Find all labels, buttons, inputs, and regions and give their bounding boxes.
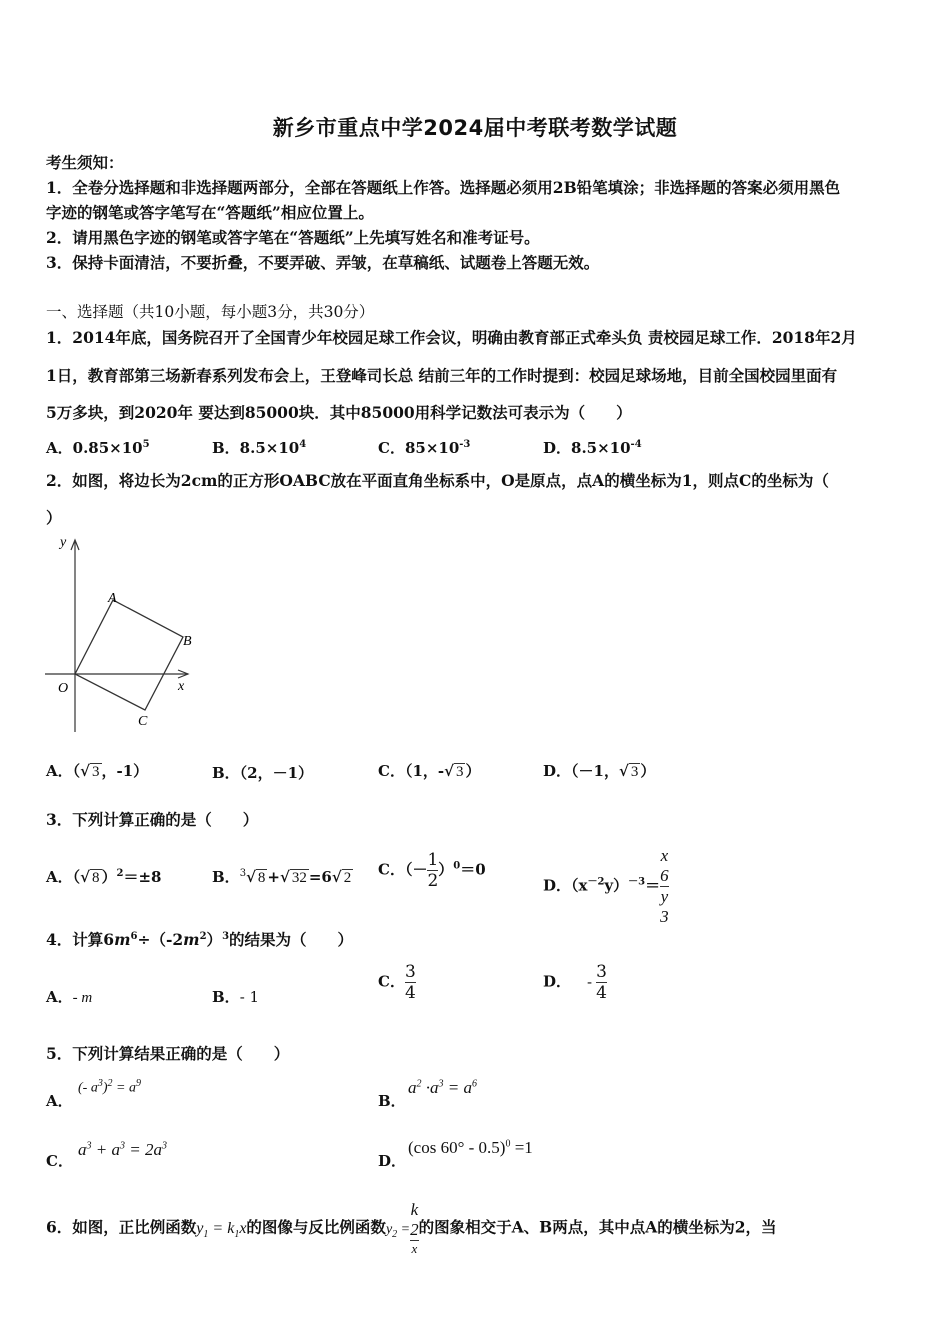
point-b-label: B bbox=[183, 634, 192, 649]
page-title: 新乡市重点中学2024届中考联考数学试题 bbox=[272, 116, 678, 140]
q5-option-a[interactable]: A． bbox=[46, 1092, 73, 1110]
q5-option-b[interactable]: B． bbox=[378, 1092, 406, 1110]
q2-option-a[interactable]: A．（√ 3 ，-1） bbox=[46, 762, 149, 780]
q2-option-c[interactable]: C．（1，-√ 3 ） bbox=[378, 762, 481, 780]
square-oabc bbox=[75, 600, 183, 710]
notice-heading: 考生须知： bbox=[46, 153, 124, 172]
q4-option-a[interactable]: A．- m bbox=[46, 988, 93, 1006]
q3-option-a[interactable]: A．（√ 8 ）$^2$＝±8 bbox=[46, 868, 162, 886]
y-label: y bbox=[60, 535, 67, 550]
q1-option-a[interactable]: A．$0.85\times 10^5$ bbox=[46, 439, 150, 457]
q1-stem: 1日，教育部第三场新春系列发布会上，王登峰司长总 结前三年的工作时提到：校园足球场地，目前全国校园里面有 bbox=[46, 366, 838, 385]
notice-item: 2．请用黑色字迹的钢笔或答字笔在“答题纸”上先填写姓名和准考证号。 bbox=[46, 228, 540, 247]
point-o-label: O bbox=[58, 681, 69, 696]
q2-option-d[interactable]: D．（－1，√ 3 ） bbox=[543, 762, 656, 780]
notice-item: 3．保持卡面清洁，不要折叠，不要弄破、弄皱，在草稿纸、试题卷上答题无效。 bbox=[46, 253, 600, 272]
q2-stem: ） bbox=[46, 508, 62, 527]
q5-option-b-expr: $a^2 \cdot a^3 = a^6$ bbox=[408, 1078, 477, 1097]
q5-option-d-expr: (cos 60° - 0.5)$^0$ =1 bbox=[408, 1138, 533, 1157]
q3-option-c[interactable]: C．（－ $\frac{1}{2}$ ）$^0$＝0 bbox=[378, 850, 486, 891]
q3-stem: 3．下列计算正确的是（ ） bbox=[46, 810, 259, 829]
q4-stem: 4．计算$6m^6\div(-2m^2)^3$的结果为（ ） bbox=[46, 930, 354, 950]
q5-option-a-expr: (- $a^3)^2 = a^9$ bbox=[78, 1078, 141, 1096]
x-label: x bbox=[178, 679, 185, 694]
q2-figure bbox=[40, 532, 200, 737]
q4-option-b[interactable]: B．- 1 bbox=[212, 988, 260, 1006]
q2-option-b[interactable]: B．（2，－1） bbox=[212, 764, 314, 782]
point-c-label: C bbox=[138, 714, 148, 729]
q1-option-d[interactable]: D．$8.5\times 10^{-4}$ bbox=[543, 439, 642, 457]
q2-stem: 2．如图，将边长为2cm的正方形OABC放在平面直角坐标系中，O是原点，点A的横坐标为1，则点C的坐标为（ bbox=[46, 471, 829, 490]
q5-option-c-expr: $a^3 + a^3 = 2a^3$ bbox=[78, 1140, 167, 1159]
section-heading: 一、选择题（共10小题，每小题3分，共30分） bbox=[46, 303, 375, 321]
q1-stem: 5万多块，到2020年 要达到85000块．其中85000用科学记数法可表示为（ ） bbox=[46, 403, 632, 422]
q1-option-b[interactable]: B．$8.5\times 10^4$ bbox=[212, 439, 307, 457]
q3-option-d[interactable]: D．$(x^{-2}y)^{-3}=$ x 6 y 3 bbox=[543, 846, 669, 926]
q5-option-c[interactable]: C． bbox=[46, 1152, 73, 1170]
q3-option-b[interactable]: B．$^3$√ 8 +√ 32 =6√ 2 bbox=[212, 868, 352, 886]
q4-option-d[interactable]: D． - $\frac{3}{4}$ bbox=[543, 962, 607, 1003]
q1-stem: 1．2014年底，国务院召开了全国青少年校园足球工作会议，明确由教育部正式牵头负 责校园足球工作．2018年2月 bbox=[46, 328, 857, 347]
q6-stem: 6．如图，正比例函数$y_1 = k_1x$的图像与反比例函数$y_2$ = k 2 x 的图象相交于A、B两点，其中点A的横坐标为2，当 bbox=[46, 1200, 777, 1256]
q1-option-c[interactable]: C．$85\times 10^{-3}$ bbox=[378, 439, 471, 457]
notice-item: 字迹的钢笔或答字笔写在“答题纸”相应位置上。 bbox=[46, 203, 374, 222]
q5-stem: 5．下列计算结果正确的是（ ） bbox=[46, 1044, 290, 1063]
notice-item: 1．全卷分选择题和非选择题两部分，全部在答题纸上作答。选择题必须用2B铅笔填涂；非选择题的答案必须用黑色 bbox=[46, 178, 841, 197]
q4-option-c[interactable]: C． $\frac{3}{4}$ bbox=[378, 962, 416, 1003]
q5-option-d[interactable]: D． bbox=[378, 1152, 407, 1170]
point-a-label: A bbox=[108, 591, 117, 606]
